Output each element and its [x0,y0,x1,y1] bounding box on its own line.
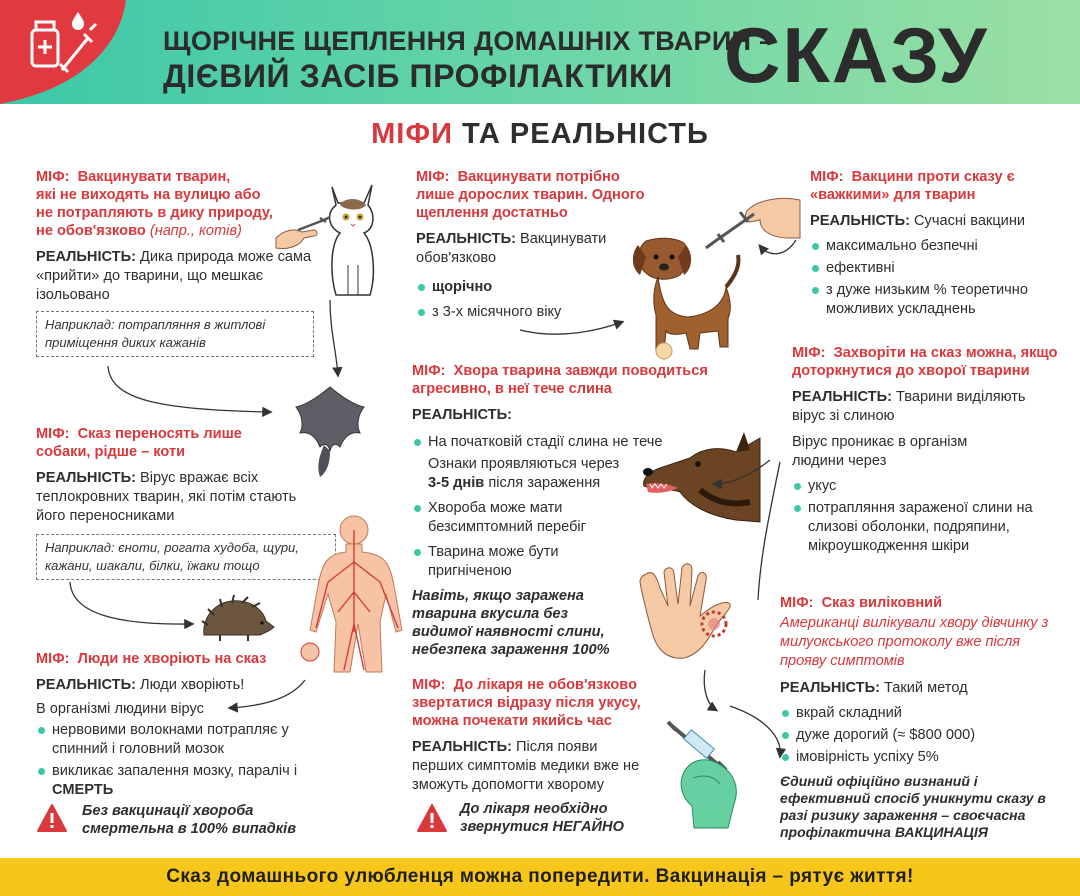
header-line2: ДІЄВИЙ ЗАСІБ ПРОФІЛАКТИКИ [163,58,673,94]
reality-text: РЕАЛЬНІСТЬ: Вірус вражає всіх теплокровних тварин, які потім стають його переносниками [36,470,297,524]
bat-illustration [290,385,370,480]
header-line1: ЩОРІЧНЕ ЩЕПЛЕННЯ ДОМАШНІХ ТВАРИН – [163,26,775,56]
myth-block-curable: МІФ: Сказ виліковний Американці вилікували хвору дівчинку з милуокського протоколу вже після прояву симптомів РЕАЛЬНІСТЬ: Такий метод вкрай складний дуже дорогий (≈ $800 000) імовірність успіху 5% Єдиний офіційно визнаний і ефективний спосіб уникнути сказу в разі ризику зараження – своєчасна профілактична ВАКЦИНАЦІЯ [780,594,1060,841]
example-box-animals: Наприклад: єноти, рогата худоба, щури, кажани, шакали, білки, їжаки тощо [36,534,336,580]
hand-syringe-illustration [700,190,800,250]
myth-text: МІФ: Вакцинувати тварин, які не виходять на вулицю або не потрапляють в дику природу, не обов'язково (напр., котів) [36,169,273,239]
emphasis-text: Навіть, якщо заражена тварина вкусила без видимої наявності слини, небезпека зараження 100% [412,588,610,658]
list-item: з 3-х місячного віку [416,303,656,322]
list-item: потрапляння зараженої слини на слизові оболонки, подряпини, мікроушкодження шкіри [792,499,1060,556]
list-item: максимально безпечні [810,237,1060,256]
hand-syringe-illustration [274,212,332,252]
myth-block-vaccines: МІФ: Вакцини проти сказу є «важкими» для тварин РЕАЛЬНІСТЬ: Сучасні вакцини максимально безпечні ефективні з дуже низьким % теоретично можливих ускладнень [810,168,1060,322]
list-item: з дуже низьким % теоретично можливих ускладнень [810,281,1060,319]
final-statement: Єдиний офіційно визнаний і ефективний спосіб уникнути сказу в разі ризику зараження – своєчасна профілактична ВАКЦИНАЦІЯ [780,773,1046,840]
human-nervous-system-illustration [298,512,416,672]
subtitle-rest: ТА РЕАЛЬНІСТЬ [462,118,709,150]
gloved-hand-syringe-illustration [664,722,764,832]
page-subtitle [0,118,1080,151]
list-item: викликає запалення мозку, параліч і СМЕРТЬ [36,762,326,800]
vaccine-bottle-syringe-icon [0,0,148,104]
myth-block-humans: МІФ: Люди не хворіють на сказ РЕАЛЬНІСТЬ: Люди хворіють! В організмі людини вірус нервовими волокнами потрапляє у спинний і головний мозок викликає запалення мозку, параліч і СМЕРТЬ [36,650,326,803]
bitten-hand-illustration [632,560,752,670]
warning-text-deadly: Без вакцинації хвороба смертельна в 100% випадків [82,803,297,837]
example-box-bats: Наприклад: потрапляння в житлові приміщення диких кажанів [36,311,314,357]
list-item: Хвороба може мати безсимптомний перебіг [412,499,622,537]
list-item: укус [792,477,1060,496]
header-big-word: СКАЗУ [724,11,989,99]
reality-text: РЕАЛЬНІСТЬ: Дика природа може сама «прийти» до тварини, що мешкає ізольовано [36,249,312,303]
puppy-illustration [628,235,743,360]
myth-block-doctor: МІФ: До лікаря не обов'язково звертатися відразу після укусу, можна почекати якийсь час РЕАЛЬНІСТЬ: Після появи перших симптомів медики вже не зможуть допомогти хворому [412,677,641,793]
myth-block-aggression: МІФ: Хвора тварина завжди поводиться агресивно, в неї тече слина РЕАЛЬНІСТЬ: На початковій стадії слина не тече Ознаки проявляються через 3-5 днів після зараження Хвороба може мати безсимптомний перебіг Тварина може бути пригніченою Навіть, якщо заражена тварина вкусила без видимої наявності слини, небезпека зараження 100% [412,362,712,659]
list-item: ефективні [810,259,1060,278]
angry-dog-illustration [640,432,762,524]
list-item: дуже дорогий (≈ $800 000) [780,726,1060,745]
hedgehog-illustration [200,595,275,643]
list-item: вкрай складний [780,704,1060,723]
list-item: щорічно [416,278,656,297]
warning-text-urgent: До лікаря необхідно звернутися НЕГАЙНО [460,801,624,835]
list-item: імовірність успіху 5% [780,748,1060,767]
warning-icon [36,803,68,833]
list-item: На початковій стадії слина не тече [412,433,712,452]
list-item: нервовими волокнами потрапляє у спинний і головний мозок [36,721,326,759]
footer-banner: Сказ домашнього улюбленця можна попередити. Вакцинація – рятує життя! [0,858,1080,896]
myth-block-touch: МІФ: Захворіти на сказ можна, якщо доторкнутися до хворої тварини РЕАЛЬНІСТЬ: Тварини виділяють вірус зі слиною Вірус проникає в організм людини через укус потрапляння зараженої слини на слизові оболонки, подряпини, мікроушкодження шкіри [792,344,1060,559]
warning-icon [416,803,448,833]
note-text: Американці вилікували хвору дівчинку з милуокського протоколу вже після прояву симптомів [780,615,1049,669]
list-item: Тварина може бути пригніченою [412,543,622,581]
myth-block-adults: МІФ: Вакцинувати потрібно лише дорослих тварин. Одного щеплення достатньо РЕАЛЬНІСТЬ: Вакцинувати обов'язково щорічно з 3-х місячного віку [416,168,656,325]
subtitle-myths: МІФИ [371,118,453,150]
myth-block-carriers: МІФ: Сказ переносять лише собаки, рідше – коти РЕАЛЬНІСТЬ: Вірус вражає всіх теплокровних тварин, які потім стають його переносниками [36,425,326,526]
header-banner [0,0,1080,104]
